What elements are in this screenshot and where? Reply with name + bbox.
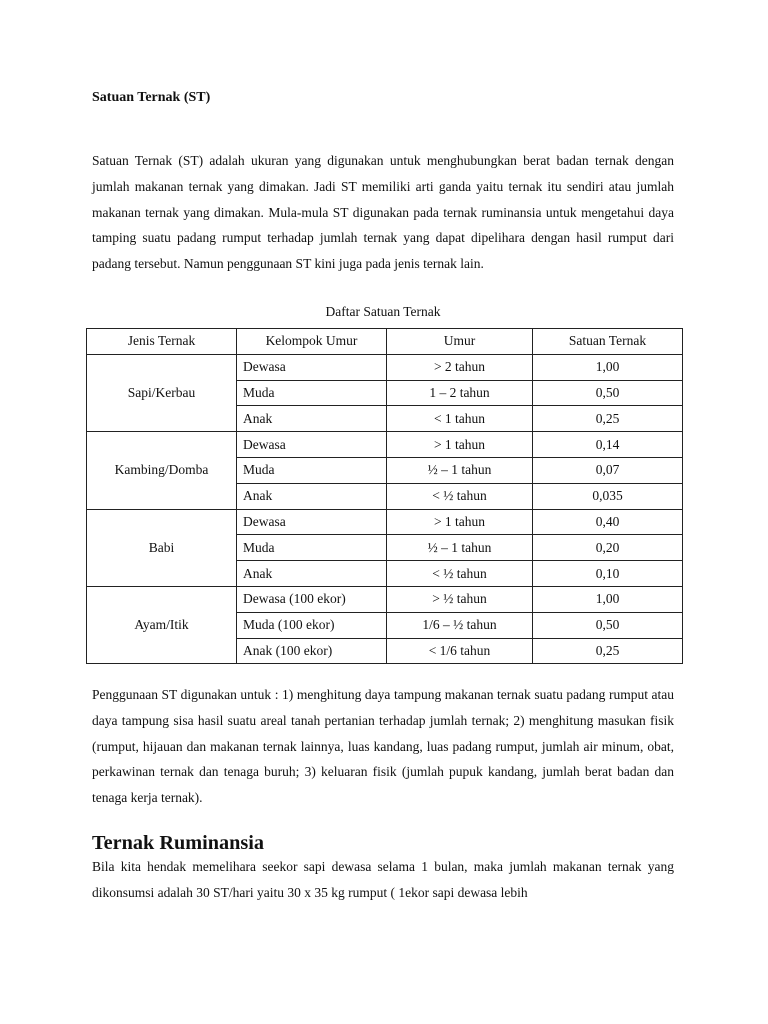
- kelompok-umur-cell: Muda: [237, 380, 387, 406]
- table-row: [87, 509, 683, 535]
- satuan-ternak-cell: 0,40: [533, 509, 683, 535]
- satuan-ternak-cell: 0,14: [533, 432, 683, 458]
- jenis-ternak-cell: Sapi/Kerbau: [87, 354, 237, 431]
- umur-cell: ½ – 1 tahun: [387, 457, 533, 483]
- usage-paragraph: Penggunaan ST digunakan untuk : 1) menghitung daya tampung makanan ternak suatu padang rumput atau daya tampung sisa hasil suatu areal tanah pertanian terhadap jumlah ternak; 2) menghitung masukan fisik (rumput, hijauan dan makanan ternak lainnya, luas kandang, luas padang rumput, jumlah air minum, obat, perkawinan ternak dan tenaga buruh; 3) keluaran fisik (jumlah pupuk kandang, jumlah berat badan dan tenaga kerja ternak).: [92, 687, 674, 806]
- umur-cell: < 1/6 tahun: [387, 638, 533, 664]
- kelompok-umur-cell: Anak: [237, 561, 387, 587]
- table-row: [87, 354, 683, 380]
- umur-cell: < 1 tahun: [387, 406, 533, 432]
- kelompok-umur-cell: Anak: [237, 406, 387, 432]
- section-heading: Ternak Ruminansia: [92, 832, 264, 854]
- jenis-ternak-cell: Ayam/Itik: [87, 586, 237, 663]
- intro-paragraph: Satuan Ternak (ST) adalah ukuran yang digunakan untuk menghubungkan berat badan ternak dengan jumlah makanan ternak yang dimakan. Jadi ST memiliki arti ganda yaitu ternak itu sendiri atau jumlah makanan ternak yang dimakan. Mula-mula ST digunakan pada ternak ruminansia untuk mengetahui daya tamping suatu padang rumput terhadap jumlah ternak yang dapat dipelihara dengan hasil rumput dari padang tersebut. Namun penggunaan ST kini juga pada jenis ternak lain.: [92, 153, 674, 272]
- table-row: [87, 586, 683, 612]
- satuan-ternak-cell: 0,035: [533, 483, 683, 509]
- kelompok-umur-cell: Dewasa: [237, 354, 387, 380]
- header-kelompok-umur: Kelompok Umur: [237, 329, 387, 355]
- umur-cell: < ½ tahun: [387, 561, 533, 587]
- ruminant-paragraph: Bila kita hendak memelihara seekor sapi dewasa selama 1 bulan, maka jumlah makanan ternak yang dikonsumsi adalah 30 ST/hari yaitu 30 x 35 kg rumput ( 1ekor sapi dewasa lebih: [92, 859, 674, 900]
- table-row: [87, 432, 683, 458]
- kelompok-umur-cell: Dewasa: [237, 509, 387, 535]
- satuan-ternak-cell: 0,50: [533, 612, 683, 638]
- umur-cell: > 1 tahun: [387, 509, 533, 535]
- satuan-ternak-cell: 0,25: [533, 406, 683, 432]
- satuan-ternak-table: [86, 328, 683, 664]
- table-caption: Daftar Satuan Ternak: [325, 304, 441, 319]
- umur-cell: > 1 tahun: [387, 432, 533, 458]
- umur-cell: ½ – 1 tahun: [387, 535, 533, 561]
- satuan-ternak-cell: 0,10: [533, 561, 683, 587]
- kelompok-umur-cell: Muda: [237, 457, 387, 483]
- umur-cell: > ½ tahun: [387, 586, 533, 612]
- satuan-ternak-cell: 0,20: [533, 535, 683, 561]
- kelompok-umur-cell: Muda: [237, 535, 387, 561]
- page-title: Satuan Ternak (ST): [92, 90, 211, 105]
- kelompok-umur-cell: Anak (100 ekor): [237, 638, 387, 664]
- header-jenis-ternak: Jenis Ternak: [87, 329, 237, 355]
- kelompok-umur-cell: Dewasa: [237, 432, 387, 458]
- umur-cell: < ½ tahun: [387, 483, 533, 509]
- umur-cell: 1 – 2 tahun: [387, 380, 533, 406]
- satuan-ternak-cell: 0,50: [533, 380, 683, 406]
- satuan-ternak-cell: 1,00: [533, 354, 683, 380]
- umur-cell: > 2 tahun: [387, 354, 533, 380]
- satuan-ternak-cell: 0,25: [533, 638, 683, 664]
- satuan-ternak-cell: 0,07: [533, 457, 683, 483]
- jenis-ternak-cell: Babi: [87, 509, 237, 586]
- kelompok-umur-cell: Muda (100 ekor): [237, 612, 387, 638]
- kelompok-umur-cell: Dewasa (100 ekor): [237, 586, 387, 612]
- satuan-ternak-cell: 1,00: [533, 586, 683, 612]
- header-umur: Umur: [387, 329, 533, 355]
- table-header-row: [87, 329, 683, 355]
- umur-cell: 1/6 – ½ tahun: [387, 612, 533, 638]
- kelompok-umur-cell: Anak: [237, 483, 387, 509]
- header-satuan-ternak: Satuan Ternak: [533, 329, 683, 355]
- jenis-ternak-cell: Kambing/Domba: [87, 432, 237, 509]
